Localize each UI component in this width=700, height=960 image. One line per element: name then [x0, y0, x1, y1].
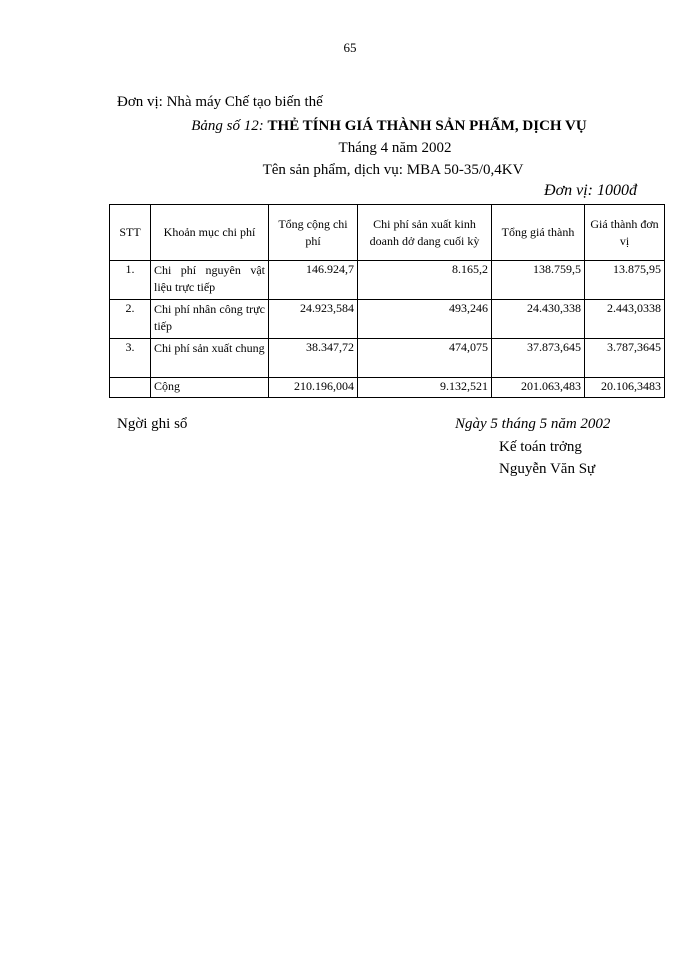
- cell-total-price: 37.873,645: [492, 339, 585, 378]
- unit-line: Đơn vị: Nhà máy Chế tạo biến thế: [117, 94, 323, 110]
- cell-stt: 1.: [110, 261, 151, 300]
- cell-total-cost: 38.347,72: [269, 339, 358, 378]
- table-total-row: [110, 378, 665, 398]
- cell-cost-item: Chi phí nhân công trực tiếp: [151, 300, 269, 339]
- header-stt: STT: [110, 205, 151, 261]
- recorder-label: Ngời ghi sổ: [117, 416, 188, 432]
- header-total-price: Tổng giá thành: [492, 205, 585, 261]
- cell-cost-item: Chi phí nguyên vật liệu trực tiếp: [151, 261, 269, 300]
- header-wip-cost: Chi phí sản xuất kinh doanh dở dang cuối kỳ: [358, 205, 492, 261]
- cell-wip-cost: 8.165,2: [358, 261, 492, 300]
- cell-unit-price: 3.787,3645: [585, 339, 665, 378]
- header-cost-item: Khoản mục chi phí: [151, 205, 269, 261]
- cell-wip-cost: 9.132,521: [358, 378, 492, 398]
- cell-stt: [110, 378, 151, 398]
- table-row: [110, 300, 665, 339]
- accountant-name: Nguyễn Văn Sự: [499, 461, 596, 477]
- month-line: Tháng 4 năm 2002: [338, 140, 452, 156]
- header-total-cost: Tổng cộng chi phí: [269, 205, 358, 261]
- signature-date: Ngày 5 tháng 5 năm 2002: [455, 416, 611, 432]
- title-line: [0, 118, 700, 135]
- cell-total-price: 138.759,5: [492, 261, 585, 300]
- table-row: [110, 261, 665, 300]
- table-header-row: [110, 205, 665, 261]
- product-line: Tên sản phẩm, dịch vụ: MBA 50-35/0,4KV: [262, 162, 524, 178]
- cell-wip-cost: 474,075: [358, 339, 492, 378]
- cell-total-cost: 210.196,004: [269, 378, 358, 398]
- cell-unit-price: 13.875,95: [585, 261, 665, 300]
- header-unit-price: Giá thành đơn vị: [585, 205, 665, 261]
- table-row: [110, 339, 665, 378]
- cell-total-price: 201.063,483: [492, 378, 585, 398]
- accountant-title: Kế toán trởng: [499, 439, 582, 455]
- cell-stt: 2.: [110, 300, 151, 339]
- cell-stt: 3.: [110, 339, 151, 378]
- cell-unit-price: 2.443,0338: [585, 300, 665, 339]
- cell-wip-cost: 493,246: [358, 300, 492, 339]
- cell-total-price: 24.430,338: [492, 300, 585, 339]
- cell-cost-item: Cộng: [151, 378, 269, 398]
- cell-cost-item: Chi phí sản xuất chung: [151, 339, 269, 378]
- cell-total-cost: 24.923,584: [269, 300, 358, 339]
- table-label: Bảng số 12:: [191, 118, 264, 134]
- document-title: THẺ TÍNH GIÁ THÀNH SẢN PHẨM, DỊCH VỤ: [267, 118, 587, 134]
- page-number: 65: [343, 40, 357, 55]
- currency-unit: Đơn vị: 1000đ: [544, 182, 637, 199]
- cell-unit-price: 20.106,3483: [585, 378, 665, 398]
- cost-table: [109, 204, 665, 398]
- cell-total-cost: 146.924,7: [269, 261, 358, 300]
